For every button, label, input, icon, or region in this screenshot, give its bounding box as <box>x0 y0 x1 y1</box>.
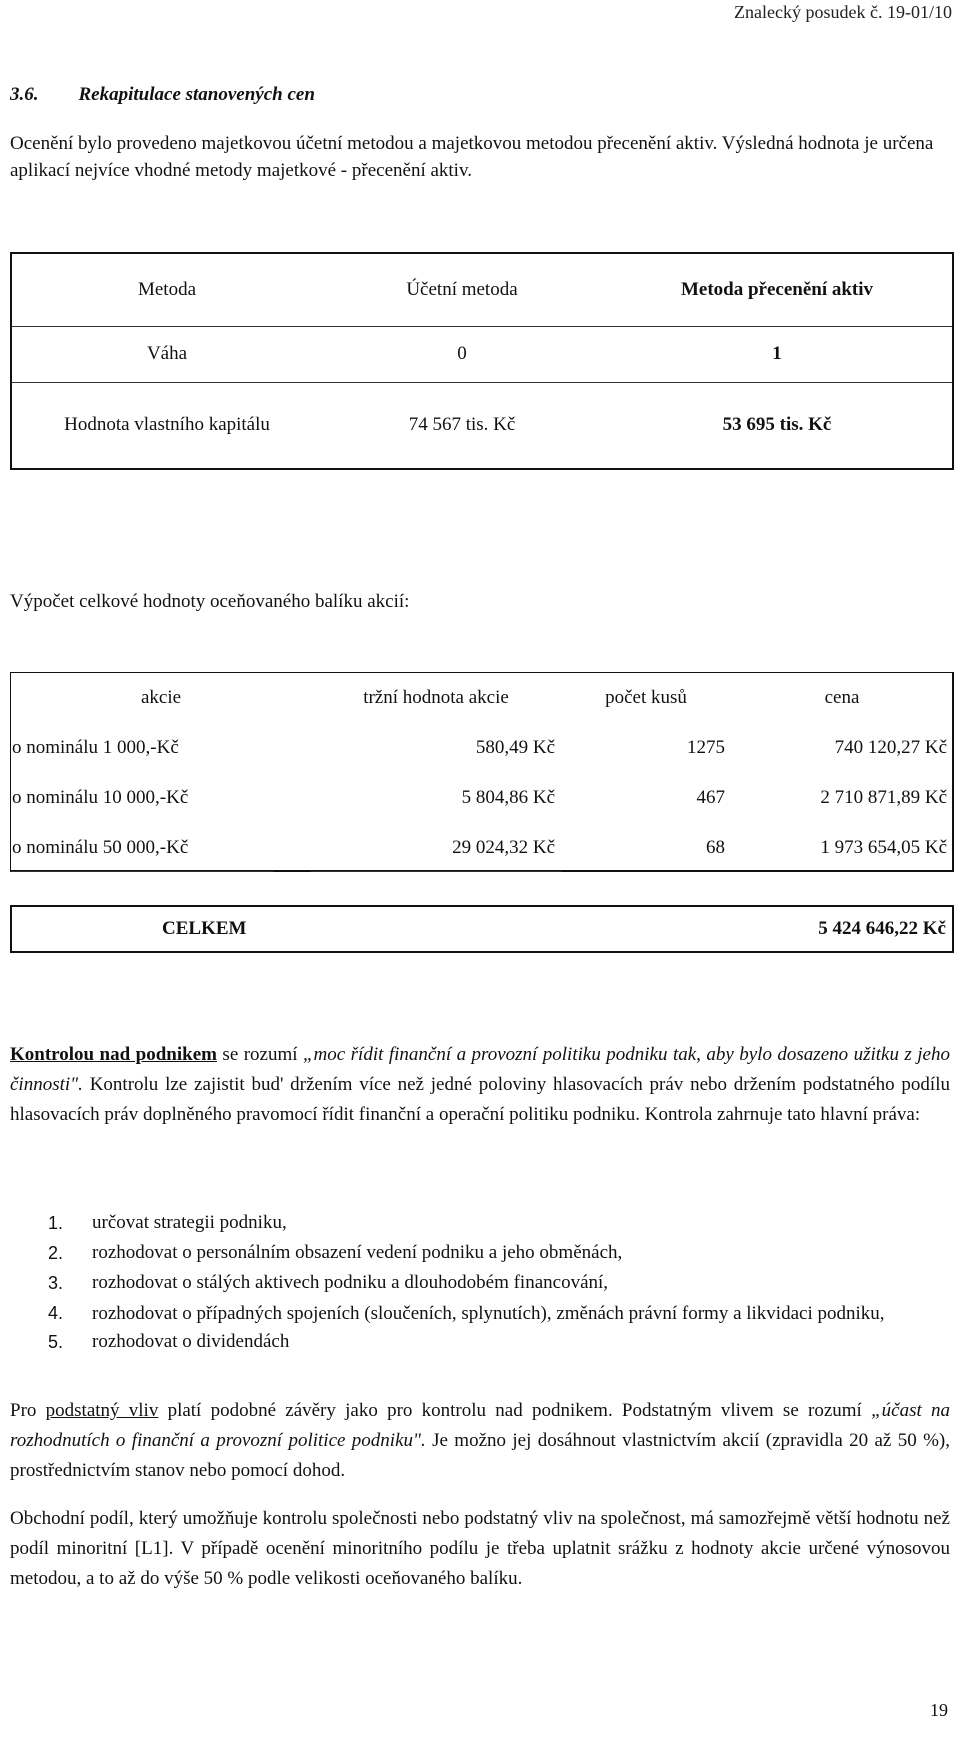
section-number: 3.6. <box>10 84 39 105</box>
list-number: 2. <box>48 1243 64 1263</box>
column-header: cena <box>824 687 860 708</box>
share-nominal: o nominálu 1 000,-Kč <box>12 737 179 758</box>
influence-definition-quote: „účast na rozhodnutích o finanční a provozní politice podniku". <box>10 1400 950 1451</box>
table-row <box>11 823 952 873</box>
list-item <box>10 1238 950 1268</box>
list-text: rozhodovat o případných spojeních (sloučeních, splynutích), změnách právní formy a likvidaci podniku, <box>92 1303 885 1324</box>
list-text: rozhodovat o dividendách <box>92 1331 290 1352</box>
table-row <box>11 723 952 773</box>
list-item <box>10 1268 950 1298</box>
column-header: akcie <box>140 687 182 708</box>
influence-pre: Pro <box>10 1400 46 1421</box>
share-count: 68 <box>706 837 725 858</box>
share-market-value: 580,49 Kč <box>475 737 555 758</box>
control-rest: Kontrolu lze zajistit bud' držením více než jedné poloviny hlasovacích práv nebo držením podstatného podílu hlasovacích práv doplněného pravomocí řídit finanční a operační politiku podniku. Kontrola zahrnuje tato hlavní práva: <box>10 1074 950 1125</box>
share-market-value: 5 804,86 Kč <box>461 787 555 808</box>
influence-term: podstatný vliv <box>45 1400 159 1421</box>
revaluation-method-header: Metoda přecenění aktiv <box>680 279 874 300</box>
table-row <box>12 326 952 383</box>
accounting-method-header: Účetní metoda <box>406 279 518 300</box>
share-count: 467 <box>696 787 725 808</box>
share-price: 1 973 654,05 Kč <box>820 837 947 858</box>
rights-list <box>10 1208 950 1357</box>
list-text: určovat strategii podniku, <box>92 1212 287 1233</box>
share-nominal: o nominálu 10 000,-Kč <box>12 787 189 808</box>
list-item <box>10 1300 950 1327</box>
intro-paragraph: Ocenění bylo provedeno majetkovou účetní metodou a majetkovou metodou přecenění aktiv. Výsledná hodnota je určena aplikací nejvíce vhodné metody majetkové - přecenění aktiv. <box>10 133 934 181</box>
list-text: rozhodovat o stálých aktivech podniku a dlouhodobém financování, <box>92 1272 609 1293</box>
control-definition-quote: „moc řídit finanční a provozní politiku podniku tak, aby bylo dosazeno užitku z jeho činnosti". <box>10 1044 950 1095</box>
accounting-equity-value: 74 567 tis. Kč <box>408 414 516 435</box>
column-header: počet kusů <box>605 687 687 708</box>
total-label: CELKEM <box>162 918 247 939</box>
revaluation-equity-value: 53 695 tis. Kč <box>722 414 832 435</box>
total-value: 5 424 646,22 Kč <box>818 918 946 939</box>
share-market-value: 29 024,32 Kč <box>452 837 555 858</box>
control-term: Kontrolou nad podnikem <box>10 1044 217 1065</box>
share-count: 1275 <box>687 737 725 758</box>
calculation-title: Výpočet celkové hodnoty oceňovaného balíku akcií: <box>10 591 410 612</box>
table-header-row <box>11 673 952 723</box>
page-number: 19 <box>930 1700 948 1720</box>
minority-share-paragraph: Obchodní podíl, který umožňuje kontrolu společnosti nebo podstatný vliv na společnost, má samozřejmě větší hodnotu než podíl minoritní [L1]. V případě ocenění minoritního podílu je třeba uplatnit srážku z hodnoty akcie určené výnosovou metodou, a to až do výše 50 % podle velikosti oceňovaného balíku. <box>10 1508 950 1589</box>
share-price: 740 120,27 Kč <box>834 737 947 758</box>
shares-table <box>10 672 954 872</box>
section-title: Rekapitulace stanovených cen <box>78 84 315 105</box>
table-row <box>11 773 952 823</box>
column-header: tržní hodnota akcie <box>363 687 509 708</box>
control-paragraph <box>10 1040 950 1130</box>
list-item <box>10 1208 950 1238</box>
influence-paragraph <box>10 1396 950 1486</box>
cell-underline <box>311 871 561 872</box>
page-header: Znalecký posudek č. 19-01/10 <box>734 2 952 22</box>
list-number: 4. <box>48 1303 64 1323</box>
list-number: 3. <box>48 1273 64 1293</box>
weight-label: Váha <box>146 343 188 364</box>
influence-rest: Je možno jej dosáhnout vlastnictvím akcií (zpravidla 20 až 50 %), prostřednictvím stanov nebo pomocí dohod. <box>10 1430 950 1481</box>
influence-mid: platí podobné závěry jako pro kontrolu nad podnikem. Podstatným vlivem se rozumí <box>158 1400 872 1421</box>
list-text: rozhodovat o personálním obsazení vedení podniku a jeho obměnách, <box>92 1242 623 1263</box>
list-number: 5. <box>48 1332 64 1352</box>
list-item <box>10 1327 950 1357</box>
total-box <box>10 905 954 953</box>
table-row <box>12 382 952 468</box>
method-summary-table <box>10 252 954 470</box>
share-price: 2 710 871,89 Kč <box>820 787 947 808</box>
table-row <box>12 254 952 327</box>
cell-underline <box>11 871 273 872</box>
revaluation-weight: 1 <box>772 343 782 364</box>
accounting-weight: 0 <box>457 343 467 364</box>
equity-label: Hodnota vlastního kapitálu <box>64 414 270 435</box>
method-header-label: Metoda <box>137 279 197 300</box>
control-verb: se rozumí <box>216 1044 303 1065</box>
list-number: 1. <box>48 1213 64 1233</box>
share-nominal: o nominálu 50 000,-Kč <box>12 837 189 858</box>
section-heading <box>10 84 315 106</box>
